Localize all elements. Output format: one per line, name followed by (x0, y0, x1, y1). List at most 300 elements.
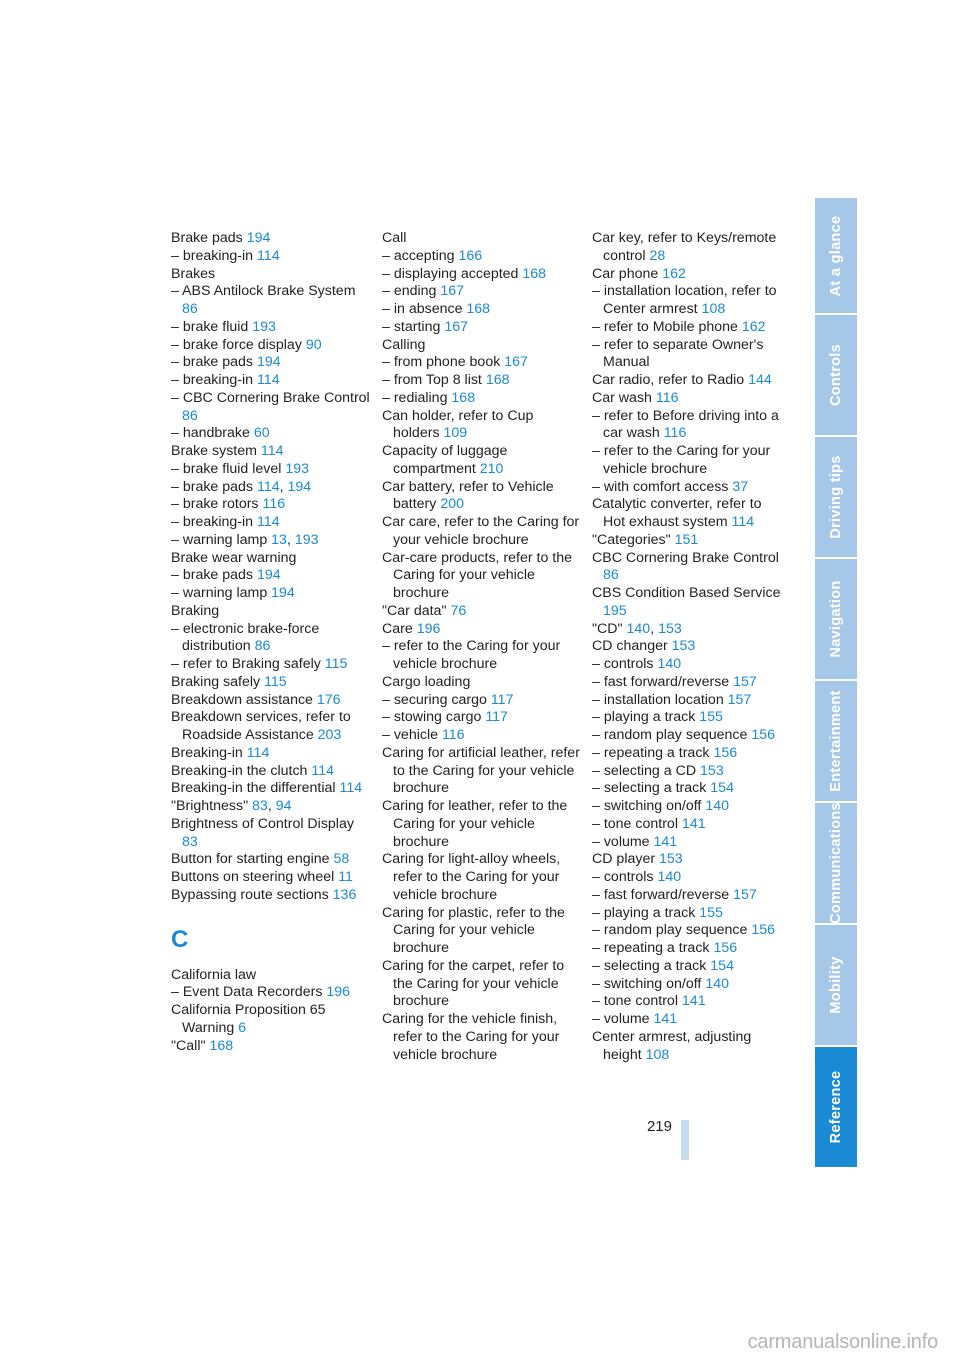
entry-term: California Proposition 65 Warning (171, 1002, 326, 1036)
entry-term: Bypassing route sections (171, 886, 333, 903)
entry-term: Breaking-in (171, 744, 247, 761)
entry-term: Car care, refer to the Caring for your vehicle brochure (382, 514, 580, 548)
entry-term: – stowing cargo (382, 709, 486, 726)
index-entry (171, 390, 371, 426)
entry-term: Care (382, 620, 417, 637)
index-entry (171, 763, 371, 781)
page-number-bar (681, 1120, 689, 1160)
page-reference-link[interactable]: 156 (713, 940, 738, 956)
page-reference-link[interactable]: 168 (522, 265, 547, 282)
index-entry (382, 621, 582, 639)
entry-term: – refer to separate Owner's Manual (592, 336, 764, 371)
chapter-tab-communications[interactable] (815, 803, 857, 923)
entry-term: Car key, refer to Keys/remote control (592, 230, 777, 264)
index-entry (382, 479, 582, 515)
entry-term: – handbrake (171, 425, 254, 442)
chapter-tab-at-a-glance[interactable] (815, 198, 857, 313)
page-reference-link[interactable]: 6 (238, 1019, 247, 1036)
entry-term: CBC Cornering Brake Control (592, 549, 779, 566)
entry-term: – repeating a track (592, 744, 714, 761)
page-reference-link[interactable]: 140 (705, 798, 729, 814)
chapter-tab-label: Navigation (828, 580, 844, 658)
page-reference-link[interactable]: 114 (731, 514, 755, 530)
entry-term: – Event Data Recorders (171, 984, 327, 1001)
page-reference-link[interactable]: 141 (681, 815, 706, 832)
index-entry: – warning lamp 13, 193 (171, 531, 319, 548)
entry-term: – brake force display (171, 336, 306, 353)
index-entry (382, 603, 582, 621)
index-entry (171, 887, 371, 905)
entry-term: – electronic brake-force distribution (171, 620, 320, 655)
watermark: carmanualsonline.info (747, 1331, 938, 1353)
entry-term: Capacity of luggage compartment (382, 443, 508, 477)
entry-term: "Car data" (382, 602, 451, 619)
page-reference-link[interactable]: 37 (732, 478, 749, 495)
page-reference-link[interactable]: 117 (490, 691, 514, 708)
page-reference-link[interactable]: 162 (741, 318, 766, 335)
index-entry (592, 230, 782, 266)
index-entry (382, 372, 582, 390)
entry-term: – brake fluid level (171, 460, 286, 477)
page-reference-link[interactable]: 166 (458, 247, 483, 264)
entry-term: – selecting a CD (592, 762, 701, 779)
index-entry (592, 692, 782, 710)
page-reference-link[interactable]: 140 (705, 975, 729, 992)
index-entry (592, 638, 782, 656)
index-entry (382, 745, 582, 798)
index-column-1 (171, 230, 371, 1055)
entry-term: Car phone (592, 265, 663, 282)
page-reference-link[interactable]: 117 (485, 709, 508, 726)
index-entry (171, 851, 371, 869)
index-entry (592, 479, 782, 497)
page-reference-link[interactable]: 153 (700, 762, 724, 779)
index-entry (382, 692, 582, 710)
page-reference-link[interactable]: 194 (246, 230, 271, 246)
index-entry (171, 443, 371, 461)
entry-term: – selecting a track (592, 957, 711, 974)
index-entry (592, 283, 782, 319)
entry-term: – breaking-in (171, 247, 257, 264)
page-reference-link[interactable]: 167 (440, 283, 465, 300)
index-entry (171, 656, 371, 674)
entry-term: – brake pads (171, 354, 257, 371)
index-entry (592, 922, 782, 940)
entry-term: – ABS Antilock Brake System (171, 283, 356, 300)
page-reference-link[interactable]: 196 (416, 620, 441, 637)
index-entry (382, 1011, 582, 1064)
page-reference-link[interactable]: 116 (262, 496, 286, 513)
entry-term: Caring for light-alloy wheels, refer to the Caring for your vehicle brochure (382, 851, 561, 903)
index-entry (592, 443, 782, 479)
entry-term: Button for starting engine (171, 851, 334, 868)
page-reference-link[interactable]: 116 (655, 389, 679, 406)
entry-term: – fast forward/reverse (592, 886, 734, 903)
entry-term: Car radio, refer to Radio (592, 372, 749, 388)
index-entry (592, 337, 782, 373)
index-entry: "Brightness" 83, 94 (171, 798, 292, 814)
index-column-3 (592, 230, 782, 1064)
entry-term: – brake fluid (171, 318, 253, 335)
index-entry (171, 603, 371, 621)
entry-term: – repeating a track (592, 940, 714, 956)
index-entry (592, 727, 782, 745)
entry-term: – warning lamp (171, 585, 272, 601)
page-reference-link[interactable]: 154 (710, 780, 734, 797)
page-reference-link[interactable]: 28 (649, 247, 666, 264)
entry-term: – brake rotors (171, 496, 263, 513)
entry-term: Call (382, 230, 407, 246)
entry-term: – refer to Braking safely (171, 656, 325, 672)
index-entry (171, 372, 371, 390)
page-reference-link[interactable]: 11 (338, 869, 353, 885)
entry-term: "CD" (592, 620, 627, 637)
page-reference-link[interactable]: 141 (653, 833, 678, 850)
chapter-tab-label: Mobility (828, 956, 844, 1014)
index-entry (592, 585, 782, 621)
index-entry (592, 408, 782, 444)
entry-term: Brakes (171, 265, 216, 282)
chapter-tab-label: Driving tips (828, 455, 844, 539)
entry-term: – switching on/off (592, 975, 706, 992)
entry-term: – warning lamp (171, 531, 272, 548)
chapter-tab-label: Reference (828, 1070, 844, 1144)
entry-term: – refer to Before driving into a car wash (592, 407, 779, 442)
page-reference-link[interactable]: 155 (699, 709, 723, 726)
index-entry (592, 745, 782, 763)
index-entry (171, 709, 371, 745)
index-entry (592, 674, 782, 692)
index-entry (592, 834, 782, 852)
index-entry (382, 443, 582, 479)
page-reference-link[interactable]: 116 (663, 425, 687, 442)
page-reference-link[interactable]: 86 (182, 301, 198, 317)
entry-term: Braking (171, 602, 220, 619)
index-entry (171, 585, 371, 603)
index-entry (171, 1038, 371, 1056)
entry-term: – refer to the Caring for your vehicle brochure (382, 638, 561, 672)
entry-term: – breaking-in (171, 372, 257, 388)
index-entry (592, 319, 782, 337)
chapter-tabs (815, 198, 857, 1169)
index-entry (171, 496, 371, 514)
index-entry (382, 550, 582, 603)
index-entry (382, 851, 582, 904)
page-reference-link[interactable]: 168 (485, 372, 510, 388)
entry-term: Caring for the carpet, refer to the Caring for your vehicle brochure (382, 957, 565, 1010)
page-reference-link[interactable]: 168 (466, 301, 491, 317)
index-entry (382, 283, 582, 301)
entry-term: "Call" (171, 1037, 210, 1054)
index-entry (171, 248, 371, 266)
page-reference-link[interactable]: 86 (254, 638, 271, 655)
index-entry (592, 816, 782, 834)
entry-term: Caring for artificial leather, refer to the Caring for your vehicle brochure (382, 744, 580, 797)
chapter-tab-reference[interactable] (815, 1047, 857, 1167)
page-reference-link[interactable]: 86 (603, 567, 619, 584)
entry-term: – installation location, refer to Center armrest (592, 283, 777, 317)
index-entry (382, 798, 582, 851)
index-entry (592, 1011, 782, 1029)
page-reference-link[interactable]: 114 (256, 247, 280, 264)
entry-term: Braking safely (171, 673, 265, 690)
page-reference-link[interactable]: 141 (653, 1011, 678, 1027)
chapter-tab-controls[interactable] (815, 315, 857, 435)
page-reference-link[interactable]: 13 (271, 531, 287, 548)
page-reference-link[interactable]: 193 (285, 460, 310, 477)
page-reference-link[interactable]: 193 (252, 318, 276, 335)
entry-term: Catalytic converter, refer to Hot exhaust system (592, 496, 762, 530)
entry-term: – volume (592, 1011, 654, 1027)
entry-term: – with comfort access (592, 478, 733, 495)
page-reference-link[interactable]: 193 (294, 531, 319, 548)
entry-term: Caring for plastic, refer to the Caring for your vehicle brochure (382, 904, 565, 956)
index-entry (382, 266, 582, 284)
index-entry (592, 780, 782, 798)
index-entry (171, 1002, 371, 1038)
index-entry (592, 851, 782, 869)
page-reference-link[interactable]: 194 (271, 585, 295, 601)
page-reference-link[interactable]: 141 (681, 993, 706, 1010)
page-reference-link[interactable]: 116 (441, 727, 465, 743)
page-reference-link[interactable]: 109 (443, 425, 468, 442)
page-reference-link[interactable]: 200 (440, 496, 464, 513)
index-entry (382, 958, 582, 1011)
page-reference-link[interactable]: 114 (246, 744, 270, 761)
entry-term: CD player (592, 851, 660, 868)
page-reference-link[interactable]: 114 (311, 762, 334, 779)
chapter-tab-label: Entertainment (828, 690, 844, 792)
entry-term: – tone control (592, 815, 682, 832)
index-entry (171, 816, 371, 852)
index-entry (592, 958, 782, 976)
index-entry (382, 354, 582, 372)
entry-term: Brightness of Control Display (171, 815, 354, 832)
page-reference-link[interactable]: 58 (333, 851, 350, 868)
index-entry (171, 984, 371, 1002)
entry-term: – random play sequence (592, 727, 752, 743)
index-entry (382, 709, 582, 727)
page-reference-link[interactable]: 156 (751, 727, 775, 743)
index-entry (592, 496, 782, 532)
index-entry (592, 390, 782, 408)
entry-term: Breaking-in the differential (171, 780, 340, 797)
index-entry (171, 319, 371, 337)
entry-term: Breaking-in the clutch (171, 762, 312, 779)
page-reference-link[interactable]: 195 (603, 602, 627, 619)
page-reference-link[interactable]: 210 (479, 460, 504, 477)
entry-term: – accepting (382, 247, 459, 264)
index-entry (171, 869, 371, 887)
page-reference-link[interactable]: 153 (658, 620, 682, 637)
index-entry (592, 532, 782, 550)
entry-term: Brake pads (171, 230, 247, 246)
page-reference-link[interactable]: 94 (275, 798, 292, 814)
entry-term: – from Top 8 list (382, 372, 486, 388)
index-entry: "CD" 140, 153 (592, 620, 682, 637)
index-entry (171, 337, 371, 355)
entry-term: Breakdown assistance (171, 691, 317, 708)
page-reference-link[interactable]: 114 (256, 478, 280, 495)
index-entry (382, 638, 582, 674)
page-reference-link[interactable]: 157 (733, 886, 757, 903)
entry-term: – displaying accepted (382, 265, 523, 282)
page-reference-link[interactable]: 140 (626, 620, 651, 637)
page-reference-link[interactable]: 167 (504, 354, 528, 371)
index-entry (171, 425, 371, 443)
entry-term: – vehicle (382, 727, 442, 743)
chapter-tab-label: Communications (828, 802, 844, 924)
page-reference-link[interactable]: 155 (699, 904, 723, 921)
page-reference-link[interactable]: 194 (256, 567, 281, 584)
index-entry (592, 709, 782, 727)
index-entry (592, 976, 782, 994)
page-reference-link[interactable]: 156 (751, 922, 775, 939)
chapter-tab-mobility[interactable] (815, 925, 857, 1045)
entry-term: Car-care products, refer to the Caring for your vehicle brochure (382, 549, 573, 601)
index-entry (592, 372, 782, 390)
index-entry (382, 905, 582, 958)
page-reference-link[interactable]: 168 (451, 389, 476, 406)
index-entry (382, 337, 582, 355)
index-entry (171, 967, 371, 985)
page-reference-link[interactable]: 154 (710, 957, 734, 974)
entry-term: – ending (382, 283, 441, 300)
entry-term: – refer to Mobile phone (592, 318, 742, 335)
index-entry (382, 674, 582, 692)
entry-term: "Categories" (592, 531, 675, 548)
index-entry (171, 230, 371, 248)
page-reference-link[interactable]: 157 (727, 691, 752, 708)
entry-term: California law (171, 966, 257, 983)
entry-term: – from phone book (382, 354, 505, 371)
page-reference-link[interactable]: 203 (317, 727, 342, 743)
page-reference-link[interactable]: 114 (339, 780, 363, 797)
page-reference-link[interactable]: 76 (450, 602, 467, 619)
index-entry (382, 390, 582, 408)
page-reference-link[interactable]: 167 (444, 318, 468, 335)
entry-term: "Brightness" (171, 798, 253, 814)
entry-term: Buttons on steering wheel (171, 869, 339, 885)
entry-term: – refer to the Caring for your vehicle brochure (592, 443, 771, 477)
entry-term: Caring for leather, refer to the Caring for your vehicle brochure (382, 798, 568, 850)
page-reference-link[interactable]: 153 (671, 638, 696, 655)
page-reference-link[interactable]: 108 (645, 1046, 670, 1063)
page-reference-link[interactable]: 162 (662, 265, 686, 282)
index-entry (592, 763, 782, 781)
page-reference-link[interactable]: 194 (287, 478, 312, 495)
entry-term: Car wash (592, 389, 656, 406)
entry-term: – breaking-in (171, 514, 257, 530)
page-reference-link[interactable]: 114 (256, 372, 280, 388)
entry-term: – volume (592, 833, 654, 850)
index-entry (592, 798, 782, 816)
page-reference-link[interactable]: 176 (316, 691, 341, 708)
entry-term: – brake pads (171, 478, 257, 495)
index-entry (382, 727, 582, 745)
entry-term: – playing a track (592, 709, 700, 726)
page-number: 219 (646, 1118, 672, 1135)
page-reference-link[interactable]: 114 (260, 443, 284, 459)
page-reference-link[interactable]: 151 (674, 531, 699, 548)
index-entry (382, 248, 582, 266)
page-reference-link[interactable]: 157 (733, 673, 757, 690)
index-entry (171, 550, 371, 568)
entry-term: – selecting a track (592, 780, 711, 797)
index-entry (171, 567, 371, 585)
entry-term: – in absence (382, 301, 467, 317)
index-entry (592, 266, 782, 284)
page-reference-link[interactable]: 196 (326, 984, 351, 1001)
index-entry (592, 993, 782, 1011)
page-reference-link[interactable]: 136 (332, 886, 357, 903)
entry-term: Caring for the vehicle finish, refer to the Caring for your vehicle brochure (382, 1011, 560, 1063)
page-reference-link[interactable]: 140 (657, 869, 682, 885)
entry-term: – playing a track (592, 904, 700, 921)
chapter-tab-driving-tips[interactable] (815, 437, 857, 557)
chapter-tab-label: At a glance (828, 215, 844, 296)
chapter-tab-entertainment[interactable] (815, 681, 857, 801)
entry-term: – controls (592, 656, 658, 672)
page-reference-link[interactable]: 90 (305, 336, 322, 353)
index-entry (592, 887, 782, 905)
index-letter-heading: C (171, 925, 189, 953)
entry-term: – switching on/off (592, 798, 706, 814)
index-entry: – brake pads 114, 194 (171, 478, 312, 495)
page-reference-link[interactable]: 153 (659, 851, 683, 868)
page-reference-link[interactable]: 60 (253, 425, 270, 442)
chapter-tab-label: Controls (828, 343, 844, 407)
index-entry (592, 869, 782, 887)
entry-term: Center armrest, adjusting height (592, 1028, 752, 1063)
page-reference-link[interactable]: 108 (701, 301, 726, 317)
page-reference-link[interactable]: 83 (182, 833, 198, 850)
entry-term: – installation location (592, 691, 728, 708)
entry-term: – redialing (382, 389, 452, 406)
page-reference-link[interactable]: 115 (324, 656, 348, 672)
page-reference-link[interactable]: 115 (264, 673, 287, 690)
entry-term: Breakdown services, refer to Roadside Assistance (171, 709, 351, 743)
index-entry (592, 940, 782, 958)
page-reference-link[interactable]: 144 (748, 372, 772, 388)
index-entry (382, 408, 582, 444)
entry-term: – starting (382, 318, 445, 335)
index-entry (171, 354, 371, 372)
entry-term: – CBC Cornering Brake Control (171, 389, 370, 406)
entry-term: Car battery, refer to Vehicle battery (382, 478, 554, 513)
entry-term: Cargo loading (382, 673, 471, 690)
entry-term: – tone control (592, 993, 682, 1010)
entry-term: – fast forward/reverse (592, 673, 734, 690)
page-reference-link[interactable]: 140 (657, 656, 682, 672)
page-reference-link[interactable]: 114 (256, 514, 280, 530)
entry-term: Brake system (171, 443, 261, 459)
index-entry (171, 621, 371, 657)
index-entry (171, 780, 371, 798)
entry-term: CD changer (592, 638, 672, 655)
page-reference-link[interactable]: 86 (182, 407, 198, 424)
index-entry (171, 461, 371, 479)
page-reference-link[interactable]: 168 (209, 1037, 234, 1054)
chapter-tab-navigation[interactable] (815, 559, 857, 679)
page-reference-link[interactable]: 83 (252, 798, 268, 814)
page-reference-link[interactable]: 156 (713, 744, 738, 761)
index-entry (382, 230, 582, 248)
page-reference-link[interactable]: 194 (256, 354, 281, 371)
index-entry (382, 514, 582, 550)
entry-term: CBS Condition Based Service (592, 585, 781, 601)
entry-term: Can holder, refer to Cup holders (382, 407, 534, 442)
